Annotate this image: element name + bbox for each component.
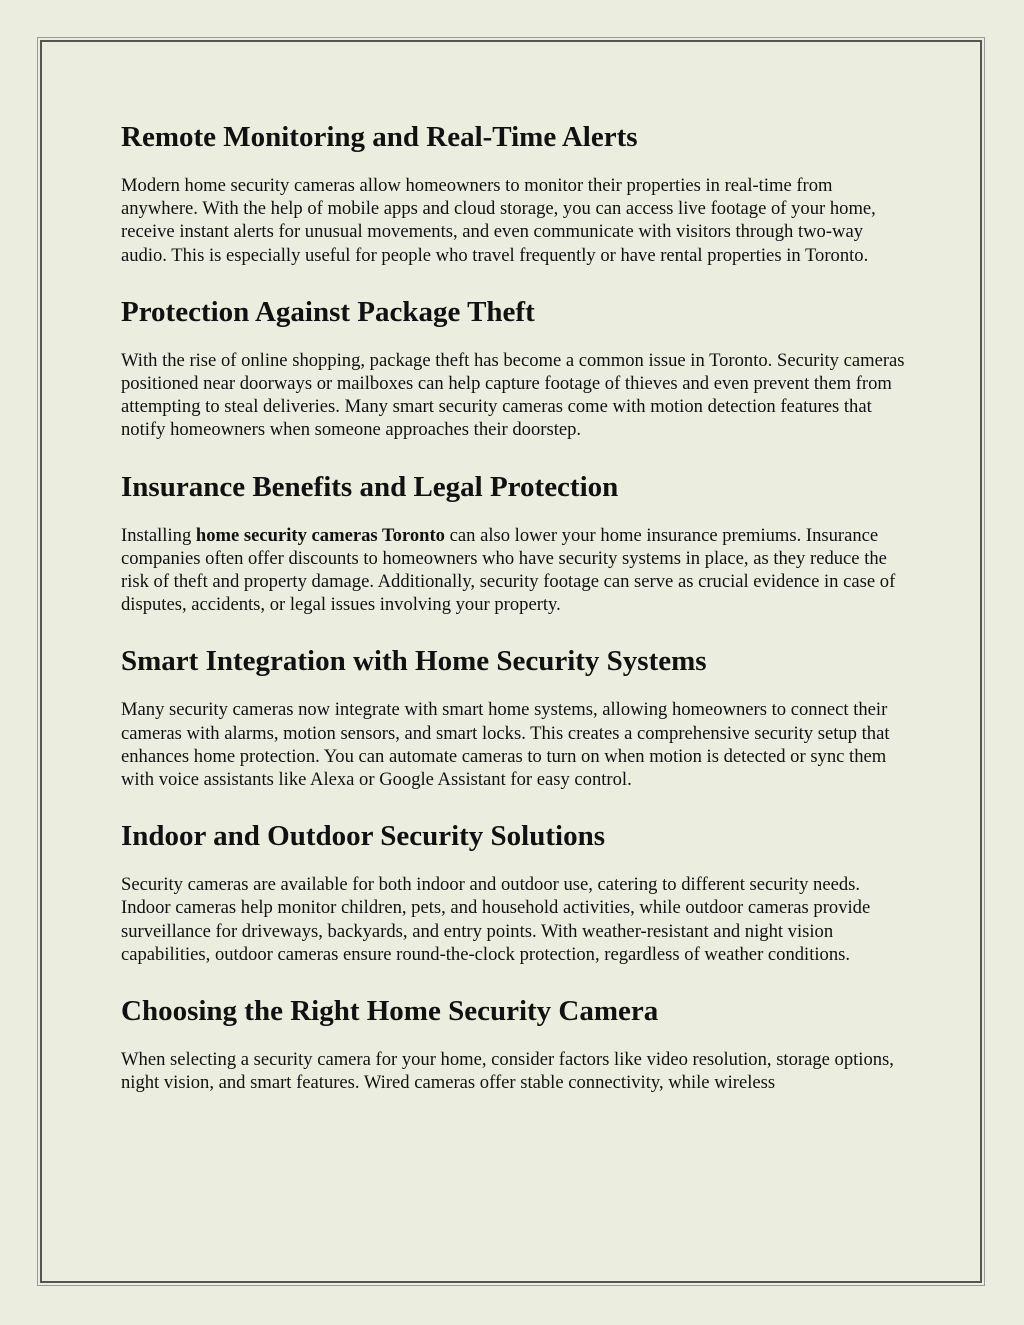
section-heading: Protection Against Package Theft	[121, 295, 535, 328]
keyword-link-text: home security cameras Toronto	[195, 524, 445, 546]
section-body: When selecting a security camera for your home, consider factors like video resolution, storage options, night vision, and smart features. Wired cameras offer stable connectivity, while wireless	[121, 1049, 894, 1094]
section-heading: Remote Monitoring and Real-Time Alerts	[121, 121, 638, 153]
section-heading: Smart Integration with Home Security Systems	[121, 645, 707, 678]
section-heading: Indoor and Outdoor Security Solutions	[121, 820, 605, 853]
section-indoor-outdoor	[121, 817, 911, 966]
section-choosing-camera	[121, 992, 911, 1094]
section-package-theft	[121, 293, 911, 442]
section-smart-integration	[121, 642, 911, 791]
section-body: Modern home security cameras allow homeowners to monitor their properties in real-time from anywhere. With the help of mobile apps and cloud storage, you can access live footage of your home, receive instant alerts for unusual movements, and even communicate with visitors through two-way audio. This is especially useful for people who travel frequently or have rental properties in Toronto.	[121, 175, 876, 266]
section-body	[121, 524, 911, 617]
section-insurance-benefits	[121, 468, 911, 617]
section-heading: Insurance Benefits and Legal Protection	[121, 470, 619, 503]
section-body: Many security cameras now integrate with smart home systems, allowing homeowners to connect their cameras with alarms, motion sensors, and smart locks. This creates a comprehensive security setup that enhances home protection. You can automate cameras to turn on when motion is detected or sync them with voice assistants like Alexa or Google Assistant for easy control.	[121, 699, 890, 791]
section-heading: Choosing the Right Home Security Camera	[121, 995, 659, 1028]
body-prefix: Installing	[121, 524, 196, 546]
section-remote-monitoring	[121, 118, 911, 267]
section-body: With the rise of online shopping, package theft has become a common issue in Toronto. Security cameras positioned near doorways or mailboxes can help capture footage of thieves and even prevent them from attempting to steal deliveries. Many smart security cameras come with motion detection features that notify homeowners when someone approaches their doorstep.	[121, 349, 905, 441]
body-suffix: can also lower your home insurance premiums. Insurance companies often offer discounts to homeowners who have security systems in place, as they reduce the risk of theft and property damage. Additionally, security footage can serve as crucial evidence in case of disputes, accidents, or legal issues involving your property.	[121, 524, 896, 616]
section-body: Security cameras are available for both indoor and outdoor use, catering to different security needs. Indoor cameras help monitor children, pets, and household activities, while outdoor cameras provide surveillance for driveways, backyards, and entry points. With weather-resistant and night vision capabilities, outdoor cameras ensure round-the-clock protection, regardless of weather conditions.	[121, 874, 871, 965]
document-content	[121, 118, 911, 1120]
